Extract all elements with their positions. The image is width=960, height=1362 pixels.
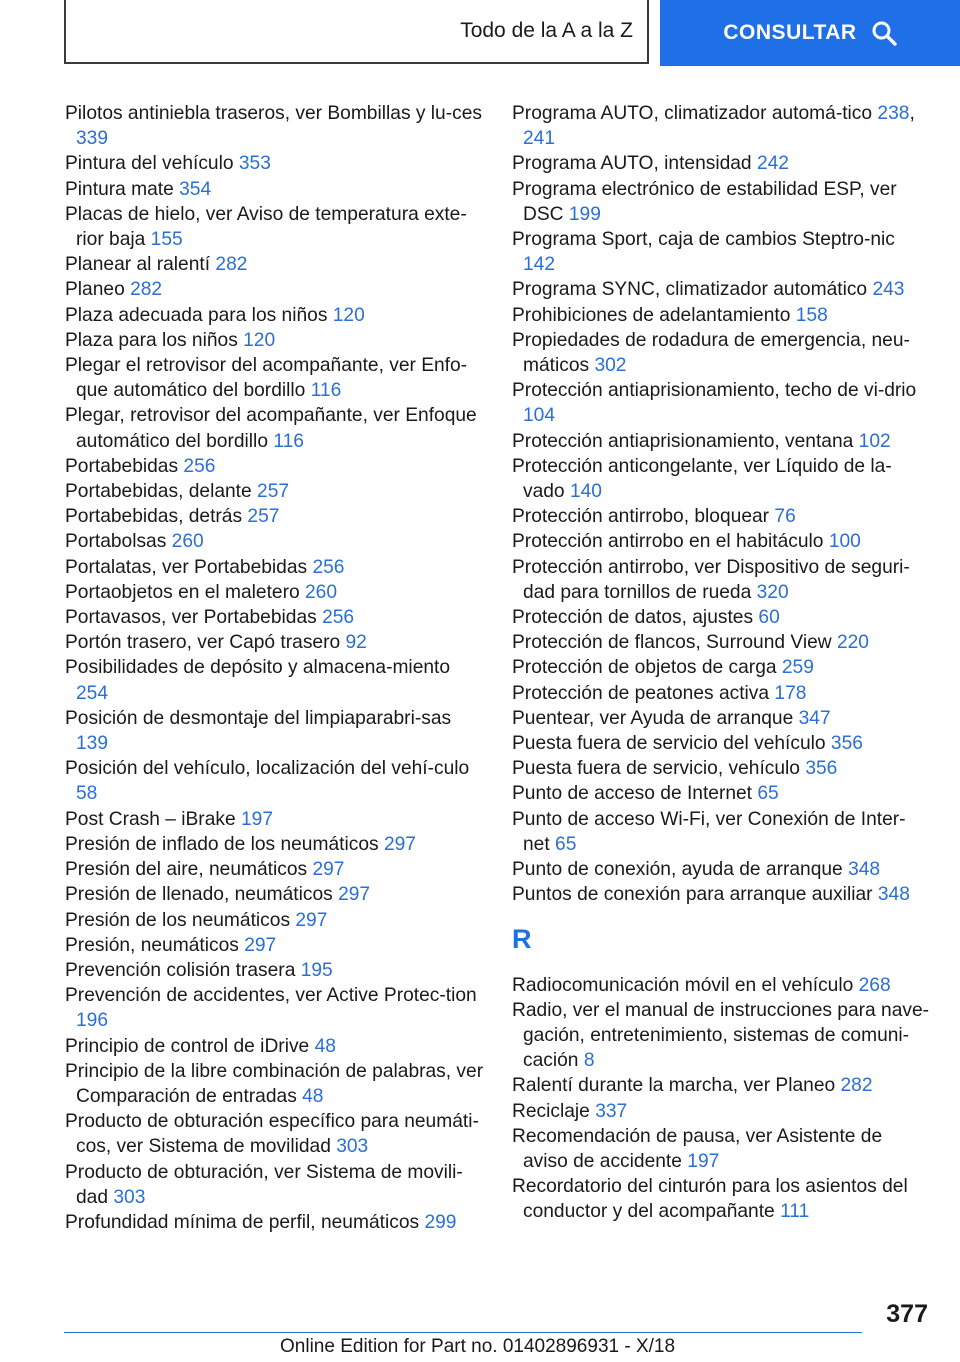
index-entry [65,1034,485,1059]
page-reference-link[interactable]: 320 [756,581,789,603]
index-entry [65,908,485,933]
index-entry-term: Propiedades de rodadura de emergencia, neu-máticos [512,329,910,377]
index-entry [65,857,485,882]
index-entry-term: Presión de los neumáticos [65,909,291,931]
index-entry [65,101,485,151]
tab-index-a-z[interactable] [64,0,649,64]
index-entry-term: Pilotos antiniebla traseros, ver Bombillas y lu-ces [65,103,482,124]
index-entry-term: Post Crash – iBrake [65,808,236,830]
page-reference-link[interactable]: 139 [76,733,109,755]
index-entry [512,998,932,1074]
page-reference-link[interactable]: 116 [310,380,342,402]
index-entry-term: Protección antiaprisionamiento, ventana [512,430,854,452]
index-entry-term: Posición de desmontaje del limpiaparabri-sas [65,707,452,729]
page-reference-link[interactable]: 259 [781,657,814,679]
tab-consult-label: CONSULTAR [723,21,857,44]
index-entry [512,429,932,454]
page-reference-link[interactable]: 58 [76,783,98,805]
index-entry [512,1099,932,1124]
index-entry-term: Punto de conexión, ayuda de arranque [512,859,843,881]
index-entry [512,529,932,554]
index-entry-term: Portabebidas [65,455,179,477]
page-reference-link[interactable]: 238 [877,103,910,124]
page-reference-link[interactable]: 297 [312,859,345,881]
page-reference-link[interactable]: 356 [830,733,863,755]
index-entry-term: Protección de objetos de carga [512,657,777,679]
page-reference-link[interactable]: 243 [872,279,905,301]
index-entry [512,303,932,328]
page-number: 377 [886,1300,928,1328]
page-reference-link[interactable]: 356 [805,758,838,780]
page-reference-link[interactable]: 220 [836,632,869,654]
index-entry [65,807,485,832]
index-entry-term: Recomendación de pausa, ver Asistente de aviso de accidente [512,1125,883,1172]
index-entry [65,353,485,403]
page-reference-link[interactable]: 297 [338,884,371,906]
page-reference-link[interactable]: 257 [247,506,280,528]
page-reference-link[interactable]: 348 [848,859,881,881]
index-entry [65,580,485,605]
page-reference-link[interactable]: 120 [243,329,276,351]
index-entry [65,202,485,252]
index-entry [65,328,485,353]
index-entry [65,882,485,907]
page-reference-link[interactable]: 256 [312,556,345,578]
page-reference-link[interactable]: 297 [383,833,416,855]
index-entry-term: Portaobjetos en el maletero [65,581,300,603]
page-reference-link[interactable]: 282 [215,254,248,276]
index-entry-term: Presión de llenado, neumáticos [65,884,333,906]
index-column-right [512,101,932,1225]
index-entry [512,328,932,378]
index-entry-term: Protección anticongelante, ver Líquido de la-vado [512,455,892,503]
index-entry [512,1073,932,1098]
page-reference-link[interactable]: 297 [244,934,277,956]
index-entry [65,177,485,202]
index-entry [65,1109,485,1159]
index-entry-term: Protección antirrobo, bloquear [512,506,770,528]
index-entry-term: Pintura del vehículo [65,153,234,175]
page-reference-link[interactable]: 65 [555,833,577,855]
index-entry [65,479,485,504]
page-reference-link[interactable]: 155 [150,229,183,251]
index-entry-term: Portabolsas [65,531,167,553]
index-entry-term: Posibilidades de depósito y almacena-miento [65,657,451,679]
index-entry-term: Protección antirrobo en el habitáculo [512,531,824,553]
index-entry-term: Ralentí durante la marcha, ver Planeo [512,1075,836,1097]
index-entry [512,1124,932,1174]
index-entry [512,781,932,806]
page-reference-link[interactable]: 104 [523,405,556,427]
index-entry [512,1174,932,1224]
page-reference-link[interactable]: 92 [345,632,367,654]
page-reference-link[interactable]: 102 [858,430,891,452]
index-entry [512,504,932,529]
page-reference-link[interactable]: 282 [840,1075,873,1097]
index-entry [512,277,932,302]
index-entry-term: Punto de acceso de Internet [512,783,753,805]
index-entry-term: Plaza adecuada para los niños [65,304,328,326]
index-entry-term: Presión, neumáticos [65,934,239,956]
index-entry-term: Portalatas, ver Portabebidas [65,556,308,578]
section-letter-heading: R [512,923,532,954]
footer-edition-text: Online Edition for Part no. 01402896931 - X/18 [280,1336,676,1357]
index-entry [65,252,485,277]
index-entry-term: Programa electrónico de estabilidad ESP, ver DSC [512,178,897,225]
page-reference-link[interactable]: 100 [828,531,861,553]
index-entry [65,529,485,554]
index-entry [512,555,932,605]
index-entry [65,277,485,302]
index-entry-term: Programa AUTO, climatizador automá-tico [512,103,873,124]
page-reference-link[interactable]: 268 [858,974,891,996]
tab-index-a-z-label: Todo de la A a la Z [460,19,633,42]
page-reference-link[interactable]: 337 [595,1100,628,1122]
index-entry: Programa AUTO, climatizador automá-tico 238, 241 [512,103,915,150]
index-entry [65,756,485,806]
page-reference-link[interactable]: 142 [523,254,556,276]
page-reference-link[interactable]: 178 [774,682,807,704]
index-entry-term: Protección de flancos, Surround View [512,632,832,654]
index-entry-term: Portabebidas, delante [65,481,252,503]
page-reference-link[interactable]: 297 [295,909,328,931]
page-reference-link[interactable]: 257 [257,481,290,503]
footer-divider [64,1332,862,1333]
index-entry-term: Profundidad mínima de perfil, neumáticos [65,1211,420,1233]
page-reference-link[interactable]: 196 [76,1010,109,1032]
page-reference-link[interactable]: 65 [757,783,779,805]
page-reference-link[interactable]: 256 [322,607,355,629]
index-entry-term: Placas de hielo, ver Aviso de temperatura exte-rior baja [65,203,467,251]
index-entry [512,681,932,706]
index-entry [65,555,485,580]
index-entry [65,504,485,529]
page-reference-link[interactable]: 303 [336,1136,369,1158]
index-entry-term: Prevención colisión trasera [65,959,296,981]
page-reference-link[interactable]: 347 [798,707,831,729]
index-entry-term: Protección antirrobo, ver Dispositivo de seguri-dad para tornillos de rueda [512,556,910,603]
page-reference-link[interactable]: 76 [774,506,796,528]
index-entry [512,151,932,176]
index-entry [512,882,932,907]
page-reference-link[interactable]: 256 [183,455,216,477]
index-entry [65,605,485,630]
page-reference-link[interactable]: 282 [130,279,163,301]
index-entry [65,655,485,705]
page-reference-link[interactable]: 60 [758,607,780,629]
index-entry-term: Radiocomunicación móvil en el vehículo [512,974,854,996]
page-reference-link[interactable]: 254 [76,682,109,704]
index-entry-term: Presión de inflado de los neumáticos [65,833,379,855]
index-entry-term: Producto de obturación, ver Sistema de movili-dad [65,1161,463,1208]
index-entry-term: Planeo [65,279,125,301]
index-entry-term: Programa Sport, caja de cambios Steptro-nic [512,229,895,251]
index-entry-term: Producto de obturación específico para neumáti-cos, ver Sistema de movilidad [65,1111,479,1158]
index-entry-term: Radio, ver el manual de instrucciones para nave-gación, entretenimiento, sistemas de comuni-cación [512,999,930,1072]
index-group-r [512,973,932,1225]
index-entry [65,630,485,655]
index-entry-term: Principio de control de iDrive [65,1035,310,1057]
page-reference-link[interactable]: 339 [76,128,109,150]
index-entry-term: Portavasos, ver Portabebidas [65,607,317,629]
page-reference-link[interactable]: 302 [594,355,627,377]
index-entry-term: Plegar el retrovisor del acompañante, ver Enfo-que automático del bordillo [65,355,468,402]
page-reference-link[interactable]: 241 [523,128,556,150]
page-reference-link[interactable]: 197 [687,1150,720,1172]
index-entry-term: Plaza para los niños [65,329,238,351]
index-entry [65,958,485,983]
page-reference-link[interactable]: 48 [302,1085,324,1107]
index-entry-term: Programa AUTO, intensidad [512,153,752,175]
tab-consult-search[interactable] [660,0,960,66]
index-entry [512,731,932,756]
index-entry-term: Principio de la libre combinación de palabras, ver Comparación de entradas [65,1060,484,1107]
page-reference-link[interactable]: 158 [795,304,828,326]
page-reference-link[interactable]: 299 [424,1211,457,1233]
page-reference-link[interactable]: 48 [314,1035,336,1057]
index-entry [65,303,485,328]
index-entry [512,655,932,680]
page-reference-link[interactable]: 111 [780,1201,810,1223]
index-entry [512,857,932,882]
index-entry-term: Protección de peatones activa [512,682,770,704]
page-reference-link[interactable]: 260 [305,581,338,603]
index-entry-term: Planear al ralentí [65,254,211,276]
top-navigation-bar [0,0,960,66]
index-entry [512,378,932,428]
index-group-p [512,101,932,908]
index-entry-term: Posición del vehículo, localización del vehí-culo [65,758,470,780]
index-entry [65,706,485,756]
index-entry [65,832,485,857]
index-entry-term: Punto de acceso Wi-Fi, ver Conexión de Inter-net [512,808,906,855]
page-reference-link[interactable]: 195 [300,959,333,981]
page-reference-link[interactable]: 354 [179,178,212,200]
index-entry [65,933,485,958]
index-entry-term: Puesta fuera de servicio del vehículo [512,733,826,755]
index-entry [512,605,932,630]
index-entry [512,227,932,277]
index-entry [512,973,932,998]
index-entry [512,630,932,655]
index-entry [65,151,485,176]
index-entry-term: Portón trasero, ver Capó trasero [65,632,341,654]
page-reference-link[interactable]: 260 [171,531,204,553]
index-entry [65,1059,485,1109]
index-entry-term: Protección de datos, ajustes [512,607,754,629]
index-entry [512,807,932,857]
index-entry [65,1210,485,1235]
index-entry [512,706,932,731]
page-reference-link[interactable]: 197 [240,808,273,830]
page-reference-link[interactable]: 303 [113,1186,146,1208]
index-entry-term: Recordatorio del cinturón para los asientos del conductor y del acompañante [512,1176,908,1223]
page-reference-link[interactable]: 199 [568,203,601,225]
index-entry-term: Portabebidas, detrás [65,506,243,528]
index-entry-term: Puentear, ver Ayuda de arranque [512,707,794,729]
page-reference-link[interactable]: 116 [273,430,304,452]
index-entry-term: Prohibiciones de adelantamiento [512,304,791,326]
index-entry [65,454,485,479]
page-reference-link[interactable]: 353 [238,153,271,175]
index-column-left [65,101,485,1235]
index-entry-term: Pintura mate [65,178,174,200]
page-reference-link[interactable]: 242 [756,153,789,175]
page-reference-link[interactable]: 140 [569,481,602,503]
page-reference-link[interactable]: 8 [583,1050,595,1072]
page-reference-link[interactable]: 120 [332,304,365,326]
index-entry-term: Presión del aire, neumáticos [65,859,308,881]
index-entry [512,454,932,504]
page-reference-link[interactable]: 348 [877,884,910,906]
index-entry [512,177,932,227]
search-icon [871,20,897,46]
index-entry [65,983,485,1033]
index-entry-term: Puntos de conexión para arranque auxiliar [512,884,873,906]
index-entry [65,403,485,453]
index-entry-term: Puesta fuera de servicio, vehículo [512,758,800,780]
index-entry-term: Plegar, retrovisor del acompañante, ver Enfoque automático del bordillo [65,405,477,452]
index-entry-term: Programa SYNC, climatizador automático [512,279,868,301]
index-entry-term: Reciclaje [512,1100,590,1122]
index-entry [512,756,932,781]
index-entry-term: Prevención de accidentes, ver Active Protec-tion [65,985,477,1007]
index-entry [65,1160,485,1210]
index-entry-term: Protección antiaprisionamiento, techo de vi-drio [512,380,917,402]
